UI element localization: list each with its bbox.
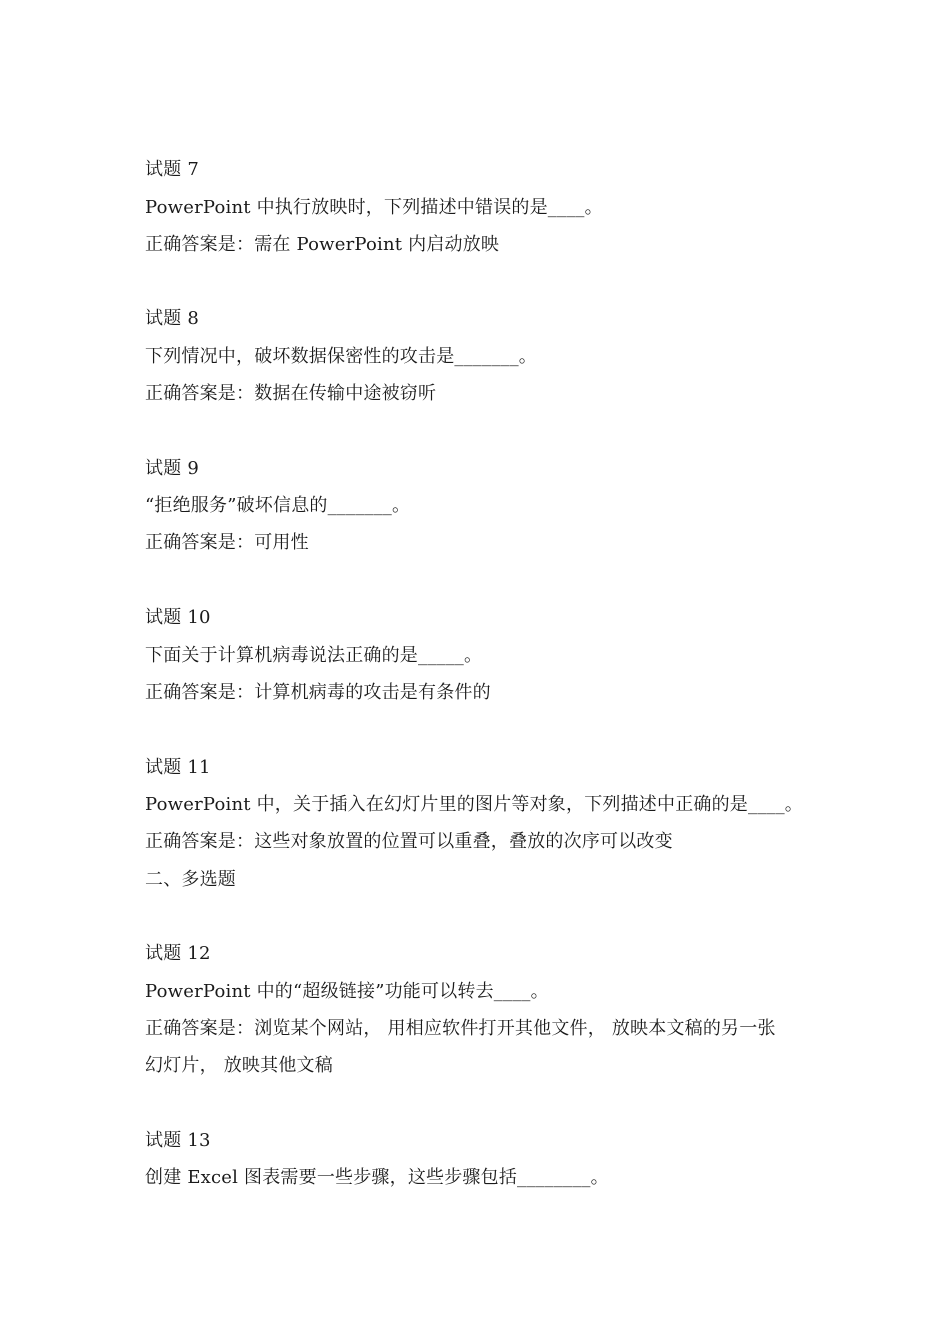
question-10-title: 试题 10 bbox=[145, 607, 211, 628]
question-7-answer: 正确答案是：需在 PowerPoint 内启动放映 bbox=[145, 234, 500, 255]
question-10-answer: 正确答案是：计算机病毒的攻击是有条件的 bbox=[145, 682, 491, 703]
question-11-text: PowerPoint 中，关于插入在幻灯片里的图片等对象，下列描述中正确的是____。 bbox=[145, 794, 804, 815]
question-7-text: PowerPoint 中执行放映时，下列描述中错误的是____。 bbox=[145, 197, 603, 218]
question-7-title: 试题 7 bbox=[145, 159, 199, 180]
question-8-text: 下列情况中，破坏数据保密性的攻击是_______。 bbox=[145, 346, 537, 367]
question-8-answer: 正确答案是：数据在传输中途被窃听 bbox=[145, 383, 437, 404]
question-8-title: 试题 8 bbox=[145, 308, 199, 329]
question-12-text: PowerPoint 中的“超级链接”功能可以转去____。 bbox=[145, 981, 549, 1002]
question-13-title: 试题 13 bbox=[145, 1130, 211, 1151]
question-12-answer-line1: 正确答案是：浏览某个网站， 用相应软件打开其他文件， 放映本文稿的另一张 bbox=[145, 1018, 776, 1039]
question-11-answer: 正确答案是：这些对象放置的位置可以重叠，叠放的次序可以改变 bbox=[145, 831, 673, 852]
section-heading: 二、多选题 bbox=[145, 869, 236, 890]
question-12-answer-line2: 幻灯片， 放映其他文稿 bbox=[145, 1055, 333, 1076]
question-12-title: 试题 12 bbox=[145, 943, 211, 964]
question-10-text: 下面关于计算机病毒说法正确的是_____。 bbox=[145, 645, 483, 666]
question-9-text: “拒绝服务”破坏信息的_______。 bbox=[145, 495, 411, 516]
question-9-title: 试题 9 bbox=[145, 458, 199, 479]
question-11-title: 试题 11 bbox=[145, 757, 211, 778]
question-9-answer: 正确答案是：可用性 bbox=[145, 532, 309, 553]
question-13-text: 创建 Excel 图表需要一些步骤，这些步骤包括________。 bbox=[145, 1167, 609, 1188]
